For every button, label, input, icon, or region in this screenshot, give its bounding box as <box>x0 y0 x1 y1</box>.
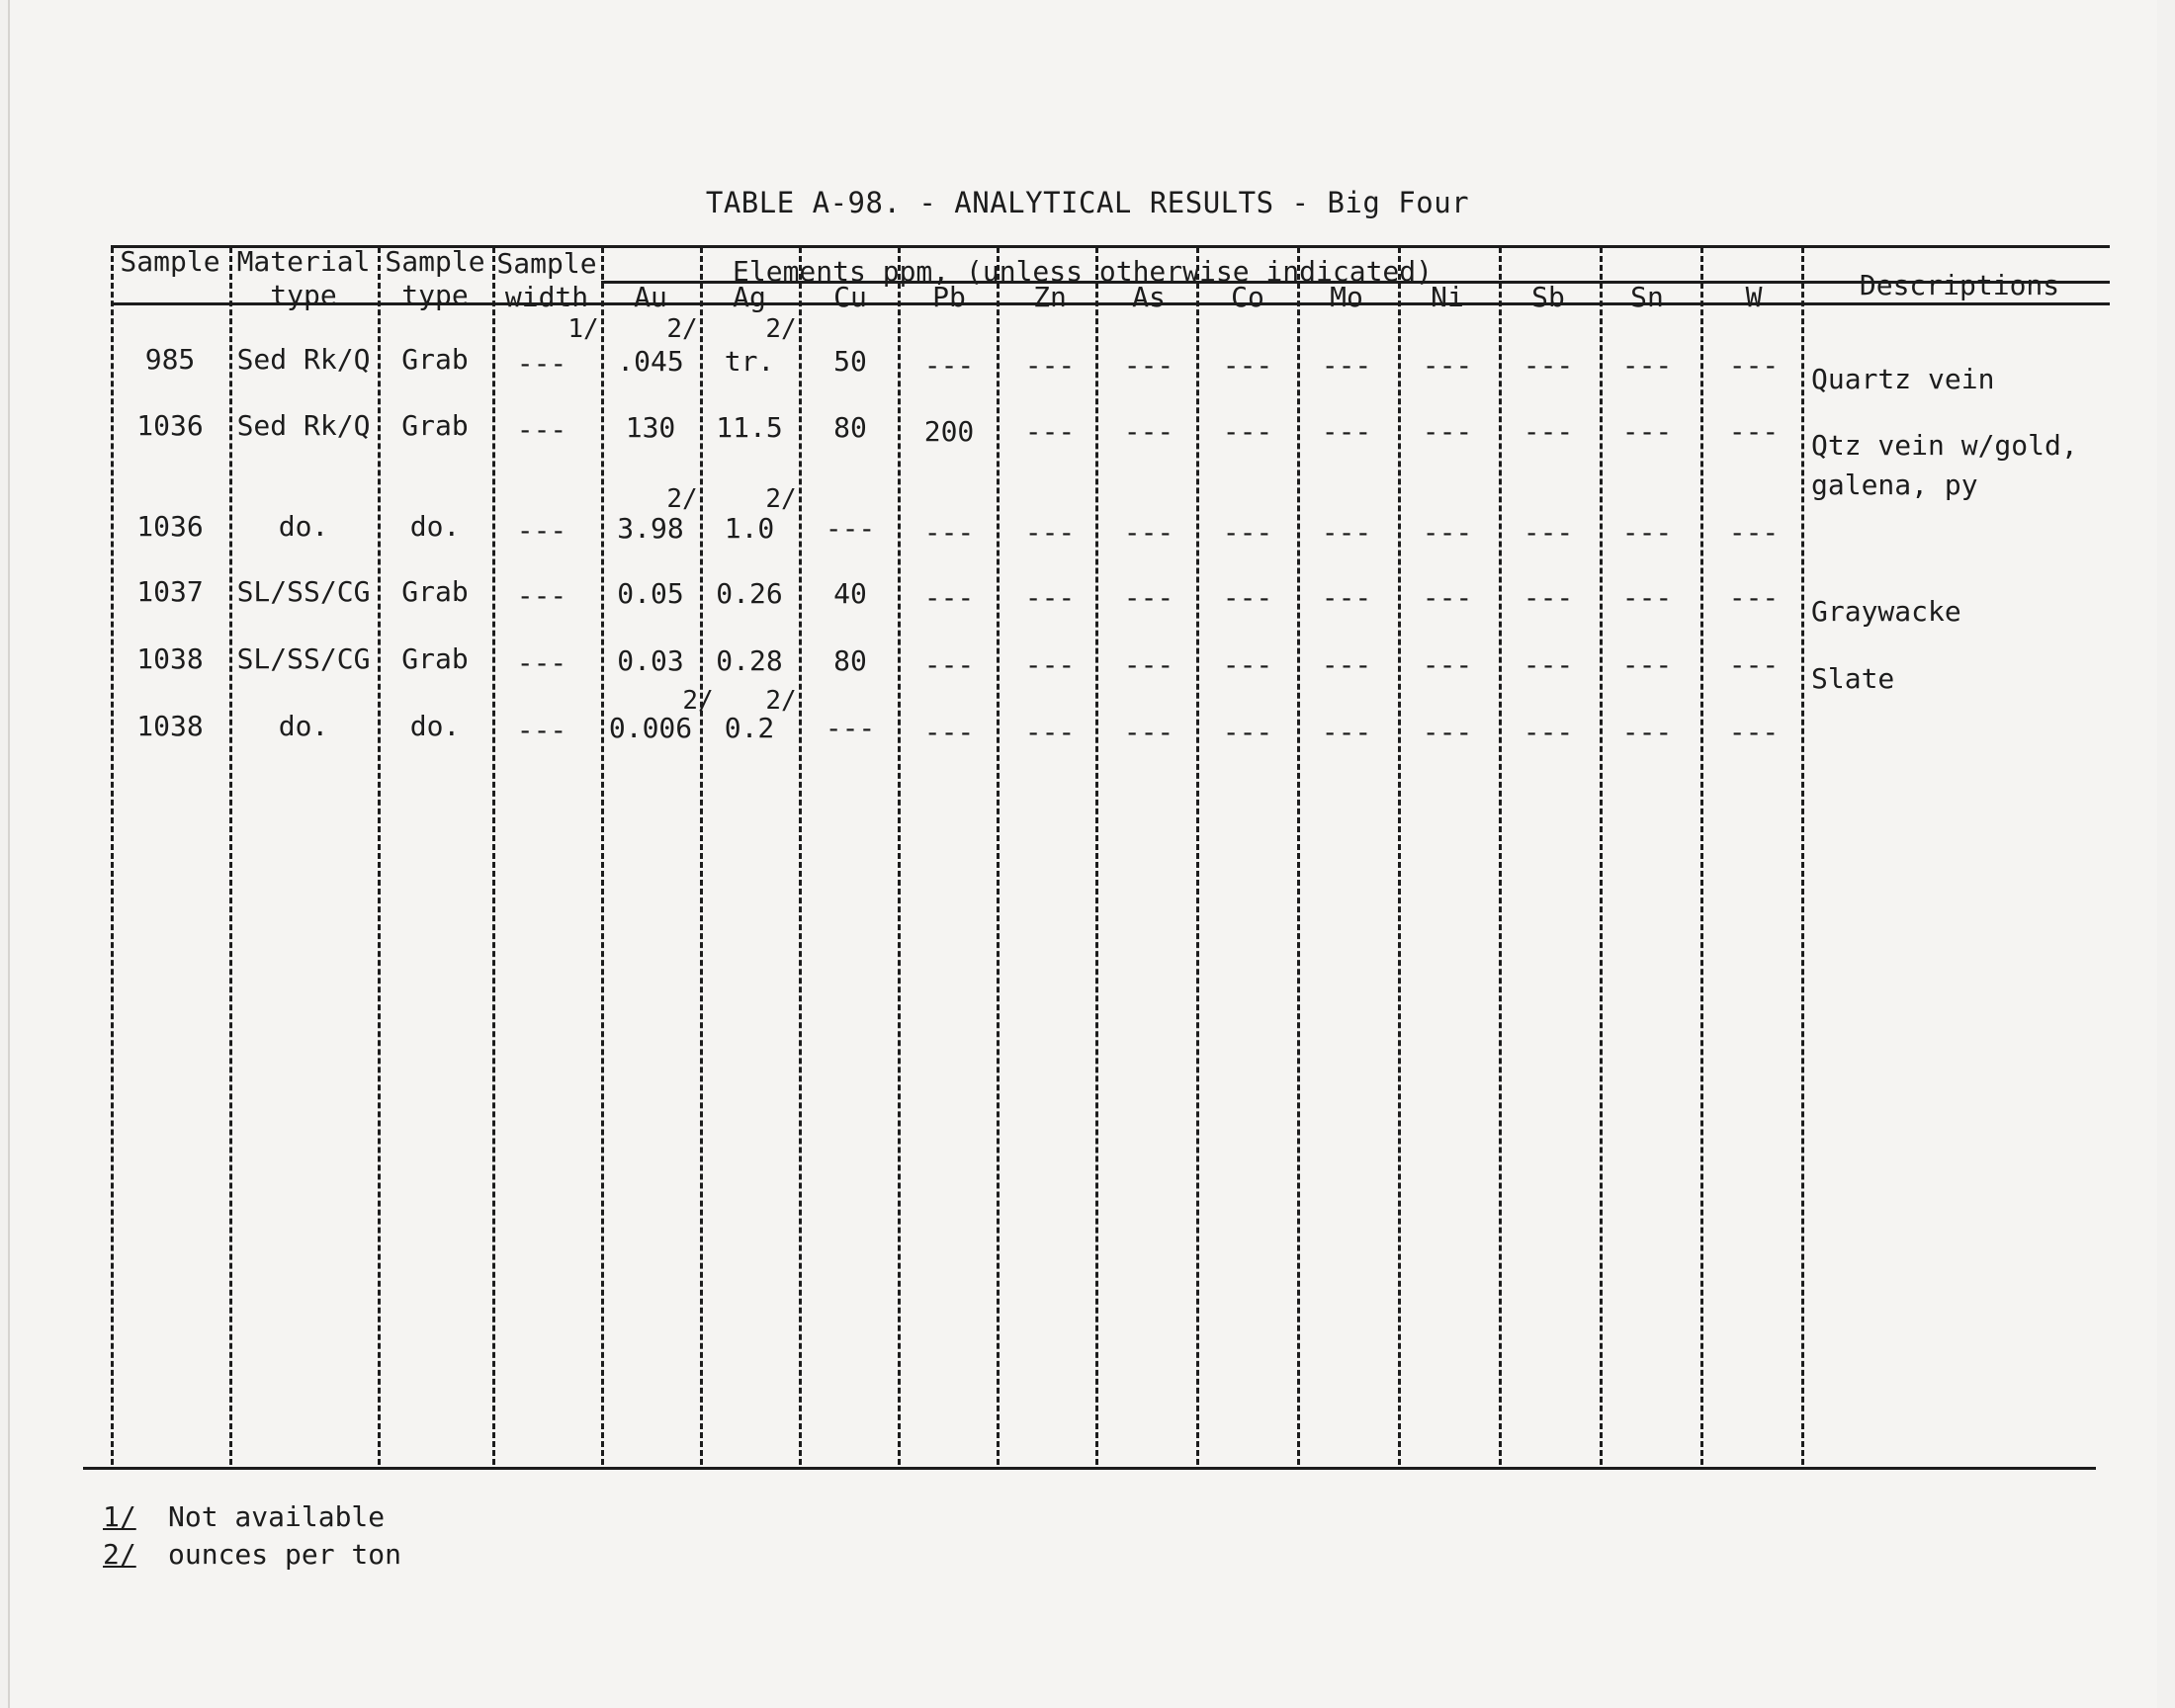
cell-description: Quartz vein <box>1811 363 1995 395</box>
column-divider <box>1801 247 1804 1465</box>
cell-element-value: 50 <box>833 345 867 378</box>
column-divider <box>492 247 495 1465</box>
column-divider <box>1095 247 1098 1465</box>
footnote-mark: 2/ <box>682 686 714 716</box>
footnote-mark: 2/ <box>666 484 698 514</box>
cell-element-value: --- <box>923 648 975 681</box>
footnote-marker: 2/ <box>103 1538 136 1571</box>
cell-sample-type: Grab <box>401 642 469 675</box>
cell-element-value: --- <box>1123 716 1174 748</box>
cell-element-value: --- <box>1728 648 1780 681</box>
cell-element-value: --- <box>1123 516 1174 549</box>
header-element: Zn <box>1033 281 1067 313</box>
cell-element-value: --- <box>923 581 975 614</box>
cell-element-value: 0.28 <box>716 644 783 677</box>
column-divider <box>799 247 802 1465</box>
header-sample-width: Sample <box>496 247 597 280</box>
cell-element-value: --- <box>1522 349 1574 382</box>
cell-element-value: 0.2 <box>724 712 775 744</box>
cell-sample-type: Grab <box>401 575 469 608</box>
cell-element-value: --- <box>1728 716 1780 748</box>
cell-element-value: --- <box>1123 581 1174 614</box>
cell-element-value: --- <box>1024 716 1076 748</box>
cell-element-value: --- <box>1621 716 1673 748</box>
header-elements-group: Elements ppm, (unless otherwise indicated) <box>732 255 1434 288</box>
cell-sample-width: --- <box>516 347 567 380</box>
footnote-mark: 2/ <box>765 314 797 344</box>
table-title: TABLE A-98. - ANALYTICAL RESULTS - Big Four <box>705 186 1470 219</box>
footnote-mark: 2/ <box>765 484 797 514</box>
cell-element-value: --- <box>1728 581 1780 614</box>
cell-element-value: --- <box>1024 415 1076 448</box>
footnote-mark: 2/ <box>765 686 797 716</box>
cell-element-value: 0.05 <box>617 577 684 610</box>
cell-element-value: --- <box>1728 415 1780 448</box>
cell-element-value: 3.98 <box>617 512 684 545</box>
cell-sample: 985 <box>144 343 196 376</box>
column-divider <box>1600 247 1603 1465</box>
cell-element-value: --- <box>1024 581 1076 614</box>
header-material-type: Material <box>236 245 371 278</box>
cell-sample-type: do. <box>409 710 461 742</box>
cell-element-value: --- <box>1321 415 1372 448</box>
cell-description: galena, py <box>1811 469 1978 501</box>
cell-element-value: --- <box>1621 415 1673 448</box>
cell-element-value: --- <box>825 712 876 744</box>
cell-element-value: --- <box>1422 716 1473 748</box>
column-divider <box>111 247 114 1465</box>
cell-sample-width: --- <box>516 579 567 612</box>
footnote-mark: 1/ <box>567 314 599 344</box>
footnote-text: Not available <box>168 1500 386 1533</box>
header-sample-type: Sample <box>385 245 485 278</box>
header-element: Sn <box>1630 281 1664 313</box>
cell-element-value: 0.26 <box>716 577 783 610</box>
cell-sample-width: --- <box>516 514 567 547</box>
cell-element-value: --- <box>923 349 975 382</box>
cell-element-value: --- <box>1522 581 1574 614</box>
cell-element-value: --- <box>1621 648 1673 681</box>
cell-element-value: 11.5 <box>716 411 783 444</box>
header-descriptions: Descriptions <box>1859 269 2060 301</box>
cell-material-type: do. <box>278 510 329 543</box>
cell-sample: 1038 <box>136 710 204 742</box>
footnote-text: ounces per ton <box>168 1538 402 1571</box>
cell-element-value: 40 <box>833 577 867 610</box>
cell-material-type: do. <box>278 710 329 742</box>
header-element: Mo <box>1330 281 1363 313</box>
header-element: Au <box>634 281 667 313</box>
cell-element-value: .045 <box>617 345 684 378</box>
cell-element-value: --- <box>1321 648 1372 681</box>
cell-element-value: 80 <box>833 411 867 444</box>
cell-material-type: SL/SS/CG <box>236 575 371 608</box>
cell-element-value: --- <box>1123 648 1174 681</box>
header-element: Pb <box>932 281 966 313</box>
header-element: Co <box>1231 281 1264 313</box>
cell-element-value: 0.03 <box>617 644 684 677</box>
cell-element-value: --- <box>1222 415 1273 448</box>
header-element: As <box>1132 281 1166 313</box>
table-bottom-rule <box>83 1467 2096 1470</box>
cell-element-value: tr. <box>724 345 775 378</box>
cell-element-value: --- <box>1522 415 1574 448</box>
header-element: Ag <box>733 281 766 313</box>
column-divider <box>229 247 232 1465</box>
column-divider <box>1499 247 1502 1465</box>
cell-material-type: SL/SS/CG <box>236 642 371 675</box>
column-divider <box>601 247 604 1465</box>
header-material-type: type <box>270 279 337 311</box>
header-element: Ni <box>1431 281 1464 313</box>
cell-element-value: --- <box>1222 716 1273 748</box>
header-element: Sb <box>1531 281 1565 313</box>
cell-sample-type: do. <box>409 510 461 543</box>
cell-description: Graywacke <box>1811 595 1961 628</box>
cell-element-value: --- <box>1024 516 1076 549</box>
cell-sample-type: Grab <box>401 343 469 376</box>
cell-element-value: --- <box>1728 516 1780 549</box>
cell-element-value: --- <box>1522 716 1574 748</box>
cell-element-value: --- <box>1422 349 1473 382</box>
column-divider <box>1700 247 1703 1465</box>
cell-element-value: --- <box>1222 516 1273 549</box>
header-element: Cu <box>833 281 867 313</box>
column-divider <box>1398 247 1401 1465</box>
cell-element-value: --- <box>1422 516 1473 549</box>
column-divider <box>1297 247 1300 1465</box>
header-sample-type: type <box>401 279 469 311</box>
cell-element-value: --- <box>923 516 975 549</box>
cell-element-value: --- <box>1321 516 1372 549</box>
cell-sample: 1036 <box>136 510 204 543</box>
column-divider <box>700 247 703 1465</box>
cell-element-value: --- <box>1621 349 1673 382</box>
cell-element-value: --- <box>1621 516 1673 549</box>
cell-material-type: Sed Rk/Q <box>236 343 371 376</box>
header-sample: Sample <box>120 245 220 278</box>
cell-sample: 1036 <box>136 409 204 442</box>
cell-element-value: --- <box>1123 415 1174 448</box>
cell-sample: 1037 <box>136 575 204 608</box>
cell-sample-width: --- <box>516 413 567 446</box>
footnote-marker: 1/ <box>103 1500 136 1533</box>
cell-element-value: 0.006 <box>608 712 693 744</box>
cell-element-value: --- <box>825 512 876 545</box>
cell-element-value: --- <box>1024 648 1076 681</box>
cell-element-value: --- <box>1123 349 1174 382</box>
cell-material-type: Sed Rk/Q <box>236 409 371 442</box>
cell-element-value: --- <box>1024 349 1076 382</box>
cell-element-value: --- <box>1222 581 1273 614</box>
cell-element-value: --- <box>1621 581 1673 614</box>
cell-sample-width: --- <box>516 714 567 746</box>
cell-element-value: 1.0 <box>724 512 775 545</box>
cell-sample: 1038 <box>136 642 204 675</box>
header-element: W <box>1745 281 1763 313</box>
cell-element-value: --- <box>1522 516 1574 549</box>
cell-element-value: --- <box>1321 581 1372 614</box>
cell-element-value: --- <box>1422 415 1473 448</box>
cell-element-value: --- <box>1422 581 1473 614</box>
cell-element-value: --- <box>1222 349 1273 382</box>
cell-sample-type: Grab <box>401 409 469 442</box>
cell-sample-width: --- <box>516 646 567 679</box>
column-divider <box>378 247 381 1465</box>
cell-element-value: 130 <box>625 411 676 444</box>
cell-description: Qtz vein w/gold, <box>1811 429 2078 462</box>
cell-element-value: 80 <box>833 644 867 677</box>
column-divider <box>1196 247 1199 1465</box>
column-divider <box>997 247 1000 1465</box>
cell-element-value: 200 <box>923 415 975 448</box>
column-divider <box>898 247 901 1465</box>
cell-element-value: --- <box>1222 648 1273 681</box>
cell-element-value: --- <box>1321 716 1372 748</box>
cell-element-value: --- <box>1321 349 1372 382</box>
cell-element-value: --- <box>923 716 975 748</box>
cell-element-value: --- <box>1522 648 1574 681</box>
cell-element-value: --- <box>1728 349 1780 382</box>
header-sample-width: width <box>504 281 589 313</box>
cell-element-value: --- <box>1422 648 1473 681</box>
footnote-mark: 2/ <box>666 314 698 344</box>
cell-description: Slate <box>1811 662 1895 695</box>
